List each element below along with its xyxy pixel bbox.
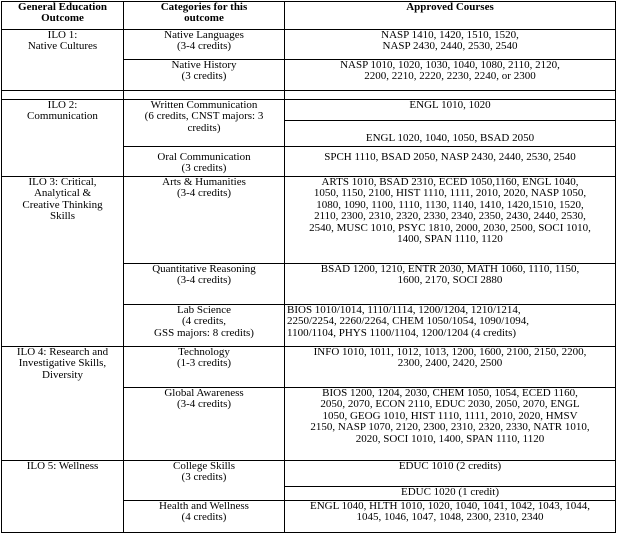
courses-cell xyxy=(285,121,616,147)
category-cell xyxy=(124,501,285,533)
category-line: (3 credits) xyxy=(181,162,227,175)
table-row xyxy=(2,347,616,388)
category-line: (3-4 credits) xyxy=(176,274,232,287)
category-line: credits) xyxy=(187,121,221,134)
courses-line: BIOS 1200, 1204, 2030, CHEM 1050, 1054, ECED 1160, xyxy=(322,387,578,399)
header-outcome-line: Outcome xyxy=(41,12,84,25)
category-line: (3-4 credits) xyxy=(176,398,232,411)
table-row xyxy=(2,30,616,60)
header-row xyxy=(2,2,616,30)
header-categories-line: outcome xyxy=(184,12,224,25)
header-courses xyxy=(285,2,616,30)
courses-line: 2110, 2300, 2310, 2320, 2330, 2340, 2350, 2430, 2440, 2530, xyxy=(314,210,586,223)
spacer-row xyxy=(2,91,616,100)
category-cell xyxy=(124,347,285,388)
courses-line: 1050, GEOG 1010, HIST 1110, 1111, 2010, 2020, HMSV xyxy=(322,409,578,422)
category-cell xyxy=(124,30,285,60)
courses-line: 1100/1104, PHYS 1100/1104, 1200/1204 (4 credits) xyxy=(287,326,517,339)
category-line: (3 credits) xyxy=(181,70,227,83)
outcome-line: ILO 5: Wellness xyxy=(26,460,99,472)
courses-cell xyxy=(285,30,616,60)
courses-cell xyxy=(285,60,616,91)
table-row xyxy=(2,100,616,121)
category-line: Written Communication xyxy=(150,99,258,111)
courses-line: INFO 1010, 1011, 1012, 1013, 1200, 1600, 2100, 2150, 2200, xyxy=(313,346,587,358)
outcome-line: ILO 4: Research and xyxy=(16,346,109,358)
category-line: (4 credits, xyxy=(182,315,226,328)
courses-cell xyxy=(285,347,616,388)
courses-line: 2200, 2210, 2220, 2230, 2240, or 2300 xyxy=(364,70,536,83)
category-line: (6 credits, CNST majors: 3 xyxy=(144,110,264,123)
courses-line: 1045, 1046, 1047, 1048, 2300, 2310, 2340 xyxy=(356,511,544,524)
outcome-line: ILO 1: xyxy=(47,29,78,41)
header-outcome-line: General Education xyxy=(18,1,107,13)
courses-line: 2020, SOCI 1010, 1400, SPAN 1110, 1120 xyxy=(355,432,545,445)
courses-cell xyxy=(285,100,616,121)
courses-line: 2050, 2070, ECON 2110, EDUC 2030, 2050, 2070, ENGL xyxy=(320,398,580,411)
courses-line: 2540, MUSC 1010, PSYC 1810, 2000, 2030, 2500, SOCI 1010, xyxy=(309,221,591,234)
category-line: Native Languages xyxy=(164,29,244,41)
category-line: (3-4 credits) xyxy=(176,40,232,53)
category-line: Lab Science xyxy=(176,304,232,316)
outcome-cell xyxy=(2,100,124,177)
header-categories xyxy=(124,2,285,30)
courses-line: 2150, NASP 1070, 2120, 2300, 2310, 2320, 2330, NATR 1010, xyxy=(310,421,590,434)
category-line: College Skills xyxy=(172,460,236,472)
gen-ed-table xyxy=(1,1,616,533)
outcome-line: Analytical & xyxy=(33,187,92,200)
outcome-line: Native Cultures xyxy=(27,40,98,53)
outcome-line: Communication xyxy=(27,110,98,123)
courses-line: BIOS 1010/1014, 1110/1114, 1200/1204, 1210/1214, xyxy=(287,304,521,316)
category-line: Arts & Humanities xyxy=(162,176,246,188)
outcome-cell xyxy=(2,461,124,533)
courses-cell xyxy=(285,501,616,533)
outcome-line: Skills xyxy=(49,210,76,223)
courses-line: EDUC 1020 (1 credit) xyxy=(400,486,500,498)
courses-line: ENGL 1040, HLTH 1010, 1020, 1040, 1041, 1042, 1043, 1044, xyxy=(310,500,590,512)
courses-line: 1400, SPAN 1110, 1120 xyxy=(397,233,503,246)
category-cell xyxy=(124,461,285,501)
category-line: (3 credits) xyxy=(181,471,227,484)
outcome-line: ILO 2: xyxy=(47,99,78,111)
category-line: Global Awareness xyxy=(164,387,244,399)
courses-line: 1050, 1150, 2100, HIST 1110, 1111, 2010, 2020, NASP 1050, xyxy=(313,187,587,200)
header-outcome xyxy=(2,2,124,30)
courses-line: NASP 1410, 1420, 1510, 1520, xyxy=(381,29,519,41)
outcome-cell xyxy=(2,30,124,91)
courses-line: 1080, 1090, 1100, 1110, 1130, 1140, 1410, 1420,1510, 1520, xyxy=(316,198,584,211)
courses-cell xyxy=(285,461,616,487)
header-categories-line: Categories for this xyxy=(160,1,248,13)
outcome-line: Investigative Skills, xyxy=(18,357,107,370)
courses-cell xyxy=(285,177,616,264)
category-line: (1-3 credits) xyxy=(176,357,232,370)
courses-line: ENGL 1020, 1040, 1050, BSAD 2050 xyxy=(365,131,535,144)
category-cell xyxy=(124,388,285,461)
outcome-cell xyxy=(2,177,124,347)
table-row xyxy=(2,177,616,264)
header-courses-line: Approved Courses xyxy=(406,1,494,13)
table-row xyxy=(2,461,616,487)
courses-line: ENGL 1010, 1020 xyxy=(409,99,491,111)
category-cell xyxy=(124,147,285,177)
courses-line: 2300, 2400, 2420, 2500 xyxy=(397,357,503,370)
courses-line: 2250/2254, 2260/2264, CHEM 1050/1054, 1090/1094, xyxy=(287,315,530,328)
category-line: Quantitative Reasoning xyxy=(152,263,256,275)
outcome-line: ILO 3: Critical, xyxy=(28,176,97,188)
category-line: Technology xyxy=(178,346,230,358)
category-line: GSS majors: 8 credits) xyxy=(154,326,254,339)
courses-cell xyxy=(285,264,616,305)
courses-cell xyxy=(285,147,616,177)
category-cell xyxy=(124,177,285,264)
category-line: Oral Communication xyxy=(157,151,251,163)
courses-line: NASP 1010, 1020, 1030, 1040, 1080, 2110, 2120, xyxy=(340,59,560,71)
category-cell xyxy=(124,305,285,347)
category-line: (3-4 credits) xyxy=(176,187,232,200)
outcome-line: Creative Thinking xyxy=(22,198,103,211)
category-line: Native History xyxy=(171,59,237,71)
outcome-line: Diversity xyxy=(42,368,83,381)
courses-line: ARTS 1010, BSAD 2310, ECED 1050,1160, ENGL 1040, xyxy=(321,176,579,188)
category-line: Health and Wellness xyxy=(159,500,249,512)
courses-line: EDUC 1010 (2 credits) xyxy=(398,460,502,472)
category-cell xyxy=(124,264,285,305)
courses-line: BSAD 1200, 1210, ENTR 2030, MATH 1060, 1110, 1150, xyxy=(320,263,580,275)
category-line: (4 credits) xyxy=(181,511,227,524)
category-cell xyxy=(124,100,285,147)
courses-cell xyxy=(285,388,616,461)
courses-line: NASP 2430, 2440, 2530, 2540 xyxy=(382,40,518,53)
courses-cell xyxy=(285,305,616,347)
courses-cell xyxy=(285,487,616,501)
courses-line: SPCH 1110, BSAD 2050, NASP 2430, 2440, 2530, 2540 xyxy=(324,151,576,163)
category-cell xyxy=(124,60,285,91)
courses-line: 1600, 2170, SOCI 2880 xyxy=(397,274,503,287)
outcome-cell xyxy=(2,347,124,461)
